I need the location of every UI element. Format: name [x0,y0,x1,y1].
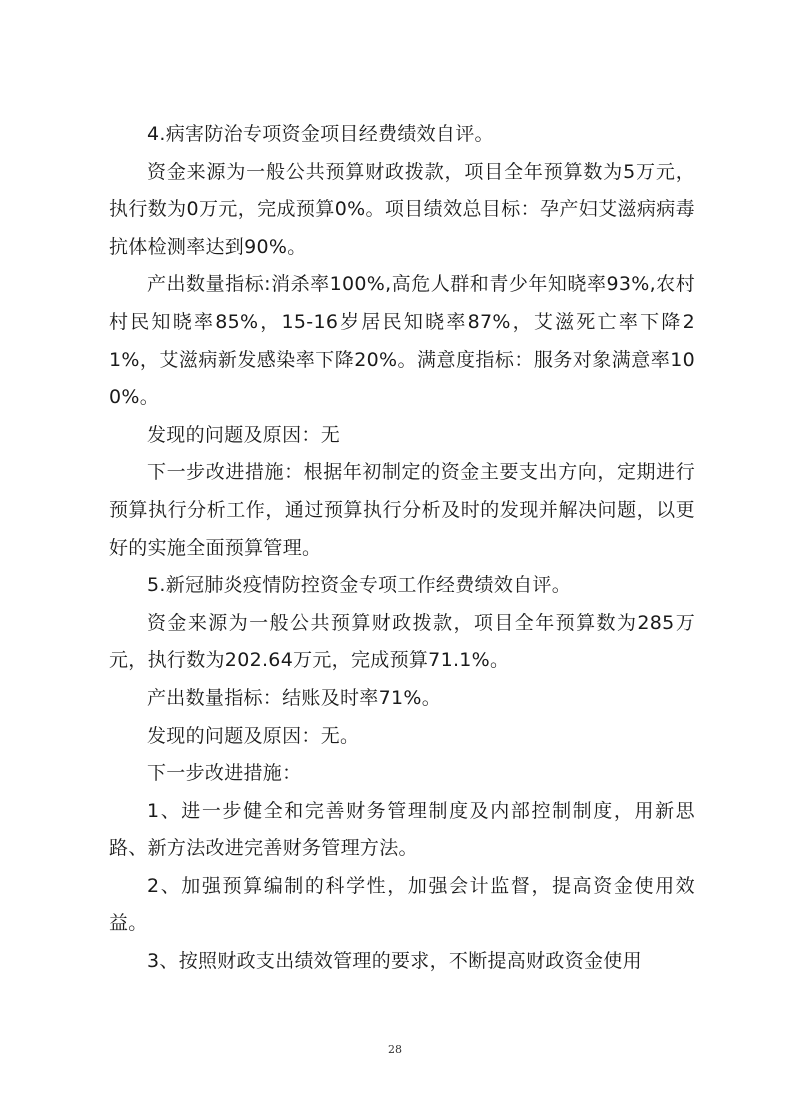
paragraph-section-4-issues: 发现的问题及原因：无 [147,423,341,446]
page-number: 28 [388,1043,402,1056]
paragraph-section-4-improvements: 下一步改进措施：根据年初制定的资金主要支出方向，定期进行预算执行分析工作，通过预算执行分析及时的发现并解决问题，以更好的实施全面预算管理。 [109,461,695,559]
paragraph-next-steps-heading: 下一步改进措施： [147,762,302,785]
body-text [109,116,695,981]
paragraph-next-step-1: 1、进一步健全和完善财务管理制度及内部控制制度，用新思路、新方法改进完善财务管理方法。 [109,799,695,860]
paragraph-section-4-title: 4.病害防治专项资金项目经费绩效自评。 [147,123,494,145]
paragraph-section-4-output-indicators: 产出数量指标:消杀率100%,高危人群和青少年知晓率93%,农村村民知晓率85%，15-16岁居民知晓率87%，艾滋死亡率下降21%，艾滋病新发感染率下降20%。满意度指标：服务对象满意率100%。 [109,273,695,409]
paragraph-section-4-funding: 资金来源为一般公共预算财政拨款，项目全年预算数为5万元，执行数为0万元，完成预算0%。项目绩效总目标：孕产妇艾滋病病毒抗体检测率达到90%。 [109,160,695,258]
paragraph-section-5-issues: 发现的问题及原因：无。 [147,724,360,747]
paragraph-section-5-output-indicators: 产出数量指标：结账及时率71%。 [147,686,442,709]
paragraph-next-step-2: 2、加强预算编制的科学性，加强会计监督，提高资金使用效益。 [109,874,695,935]
paragraph-next-step-3: 3、按照财政支出绩效管理的要求，不断提高财政资金使用 [147,950,642,973]
paragraph-section-5-funding: 资金来源为一般公共预算财政拨款，项目全年预算数为285万元，执行数为202.64万元，完成预算71.1%。 [109,611,695,672]
paragraph-section-5-title: 5.新冠肺炎疫情防控资金专项工作经费绩效自评。 [147,574,572,597]
